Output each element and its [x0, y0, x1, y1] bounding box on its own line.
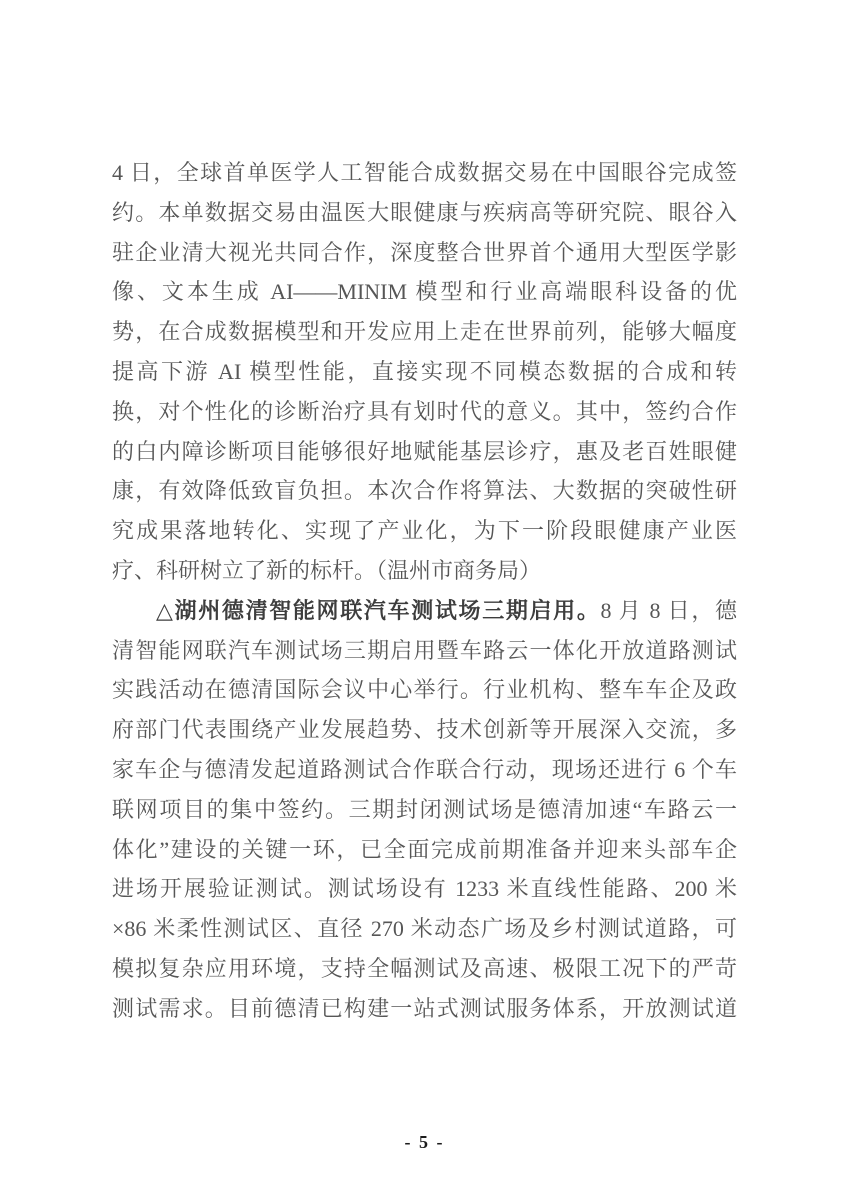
text-line: 模拟复杂应用环境，支持全幅测试及高速、极限工况下的严苛 [112, 955, 737, 981]
text-line: 联网项目的集中签约。三期封闭测试场是德清加速“车路云一 [112, 796, 737, 822]
text-line: 测试需求。目前德清已构建一站式测试服务体系，开放测试道 [112, 995, 737, 1021]
text-line: 势，在合成数据模型和开发应用上走在世界前列，能够大幅度 [112, 319, 737, 345]
text-line: 府部门代表围绕产业发展趋势、技术创新等开展深入交流，多 [112, 717, 737, 743]
text-line: 家车企与德清发起道路测试合作联合行动，现场还进行 6 个车 [112, 756, 737, 782]
text-line: 换，对个性化的诊断治疗具有划时代的意义。其中，签约合作 [112, 398, 737, 424]
text-line: 清智能网联汽车测试场三期启用暨车路云一体化开放道路测试 [112, 637, 737, 663]
text-line: 约。本单数据交易由温医大眼健康与疾病高等研究院、眼谷入 [112, 199, 737, 225]
text-line: 疗、科研树立了新的标杆。（温州市商务局） [112, 557, 542, 583]
text-line: 提高下游 AI 模型性能，直接实现不同模态数据的合成和转 [112, 358, 737, 384]
text-line: 实践活动在德清国际会议中心举行。行业机构、整车车企及政 [112, 677, 737, 703]
body-text [112, 153, 737, 1029]
text-line: 究成果落地转化、实现了产业化，为下一阶段眼健康产业医 [112, 518, 737, 544]
paragraph2-heading: △湖州德清智能网联汽车测试场三期启用。 [156, 597, 601, 623]
paragraph2-heading-rest: 8 月 8 日，德 [600, 597, 737, 623]
text-line: 进场开展验证测试。测试场设有 1233 米直线性能路、200 米 [112, 876, 737, 902]
text-line [112, 591, 737, 631]
text-line: 像、文本生成 AI——MINIM 模型和行业高端眼科设备的优 [112, 279, 737, 305]
text-line: ×86 米柔性测试区、直径 270 米动态广场及乡村测试道路，可 [112, 916, 737, 942]
page-number: - 5 - [404, 1132, 445, 1152]
text-line: 体化”建设的关键一环，已全面完成前期准备并迎来头部车企 [112, 836, 737, 862]
text-line: 4 日，全球首单医学人工智能合成数据交易在中国眼谷完成签 [112, 160, 737, 185]
text-line: 康，有效降低致盲负担。本次合作将算法、大数据的突破性研 [112, 478, 737, 504]
text-line: 的白内障诊断项目能够很好地赋能基层诊疗，惠及老百姓眼健 [112, 438, 737, 464]
text-line: 驻企业清大视光共同合作，深度整合世界首个通用大型医学影 [112, 239, 737, 265]
